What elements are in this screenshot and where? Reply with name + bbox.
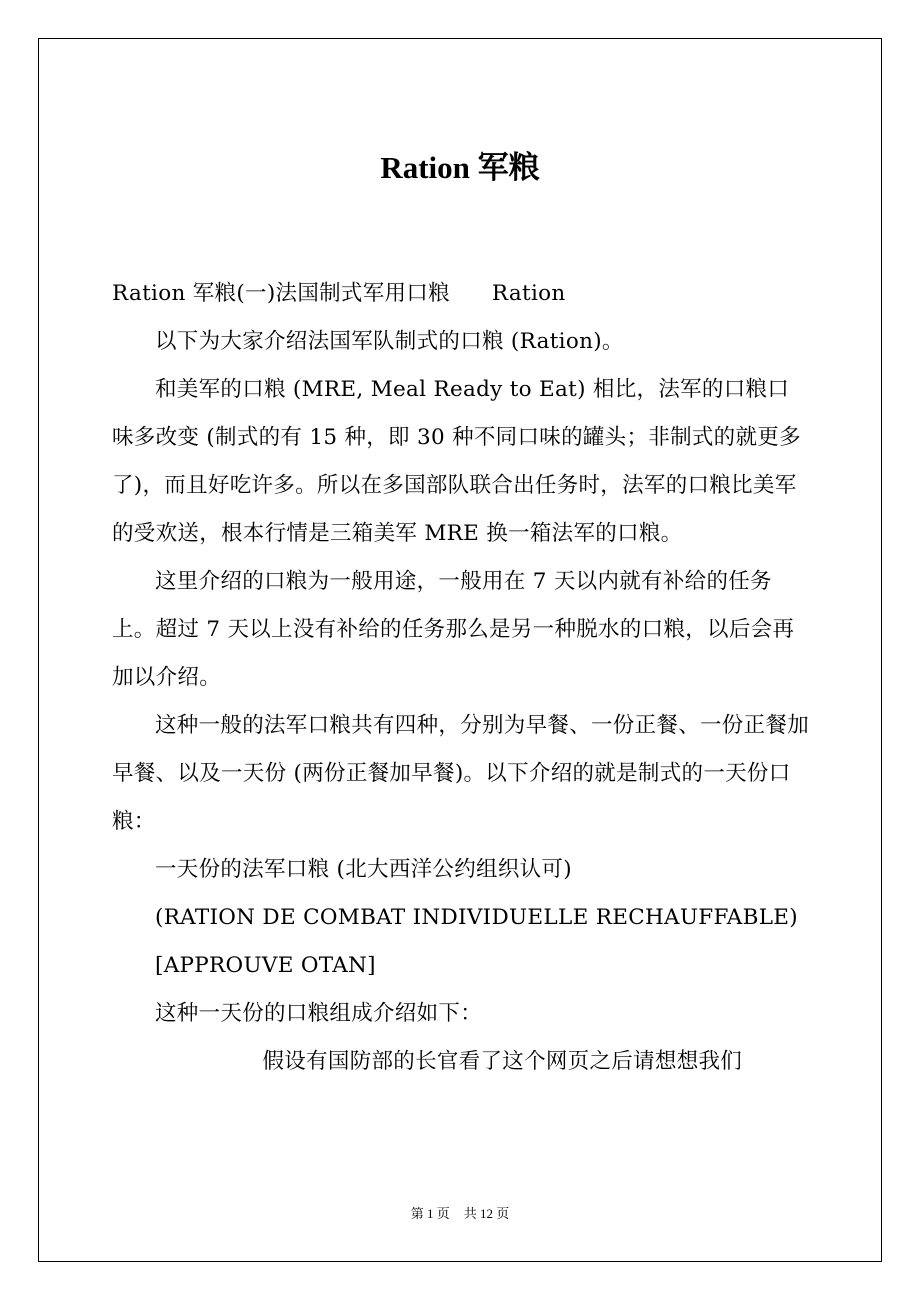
paragraph-5: 这种一般的法军口粮共有四种，分别为早餐、一份正餐、一份正餐加早餐、以及一天份 (两份正餐加早餐)。以下介绍的就是制式的一天份口粮： bbox=[112, 713, 810, 834]
paragraph-4: 这里介绍的口粮为一般用途，一般用在 7 天以内就有补给的任务上。超过 7 天以上没有补给的任务那么是另一种脱水的口粮，以后会再加以介绍。 bbox=[112, 569, 795, 690]
page-footer bbox=[0, 1204, 920, 1224]
document-body bbox=[112, 270, 810, 1086]
paragraph-2: 以下为大家介绍法国军队制式的口粮 (Ration)。 bbox=[155, 329, 624, 354]
paragraph-1-text: Ration 军粮(一)法国制式军用口粮 bbox=[112, 281, 450, 306]
paragraph-6: 一天份的法军口粮 (北大西洋公约组织认可) bbox=[155, 857, 572, 882]
page-total: 共 12 页 bbox=[463, 1206, 510, 1221]
paragraph-1-tail: Ration bbox=[491, 281, 566, 306]
paragraph-3: 和美军的口粮 (MRE, Meal Ready to Eat) 相比，法军的口粮口味多改变 (制式的有 15 种，即 30 种不同口味的罐头；非制式的就更多了)，而且好吃许多。所以在多国部队联合出任务时，法军的口粮比美军的受欢送，根本行情是三箱美军 MRE 换一箱法军的口粮。 bbox=[112, 377, 801, 546]
paragraph-8: [APPROUVE OTAN] bbox=[155, 953, 376, 978]
paragraph-10: 假设有国防部的长官看了这个网页之后请想想我们 bbox=[262, 1049, 743, 1074]
paragraph-9: 这种一天份的口粮组成介绍如下： bbox=[155, 1001, 483, 1026]
page-number: 第 1 页 bbox=[410, 1206, 450, 1221]
document-title: Ration 军粮 bbox=[380, 150, 540, 185]
paragraph-1 bbox=[112, 270, 810, 318]
paragraph-7: (RATION DE COMBAT INDIVIDUELLE RECHAUFFABLE) bbox=[155, 905, 798, 930]
